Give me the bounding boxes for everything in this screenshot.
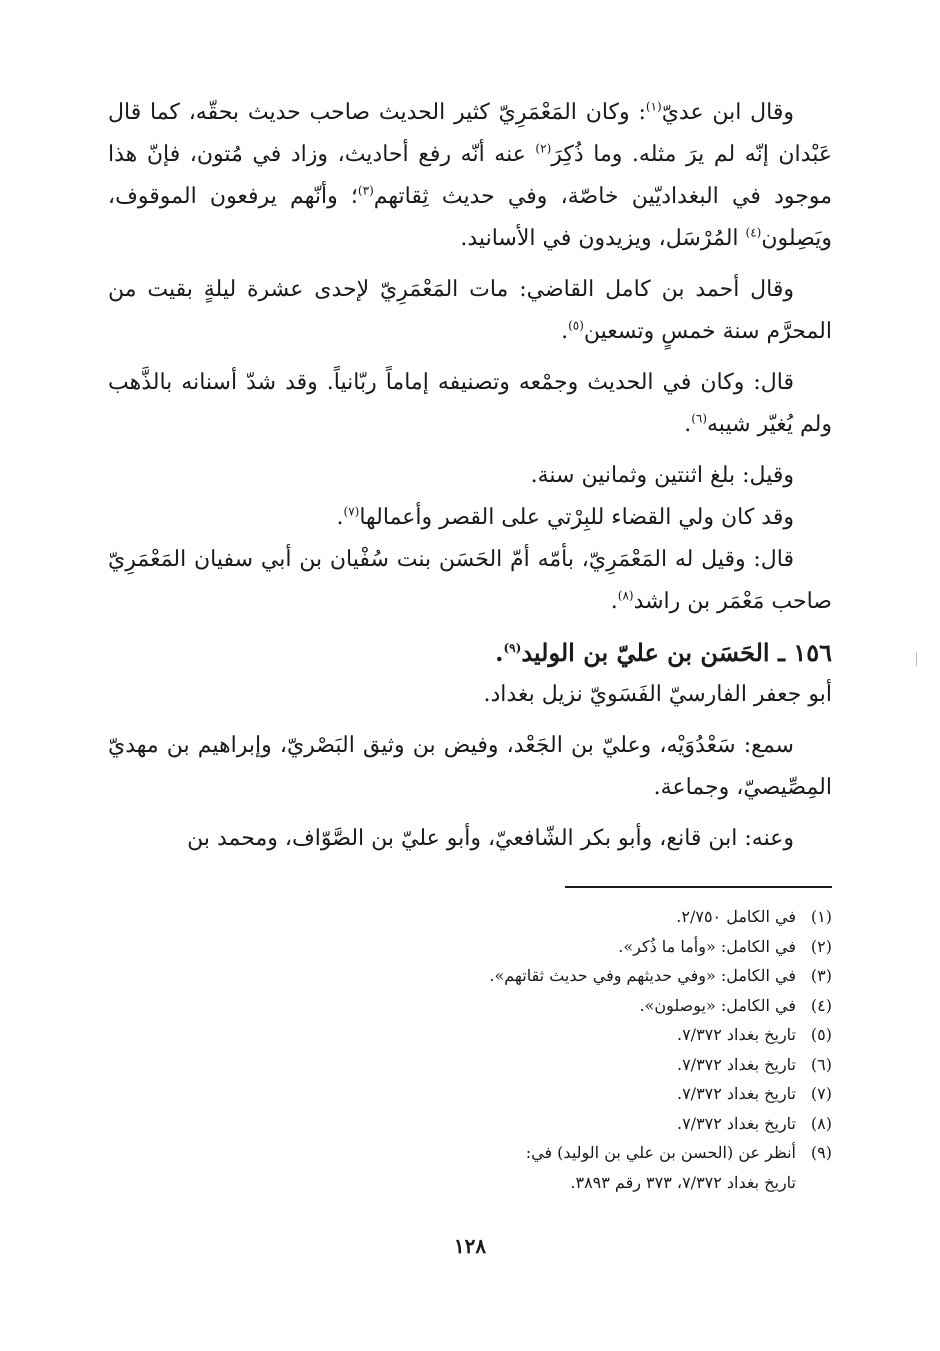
footnotes-section	[108, 902, 832, 1197]
footnote-ref-5[interactable]: (٥)	[568, 318, 584, 333]
text-run: وقال ابن عديّ	[661, 100, 794, 125]
text-run: .	[610, 589, 618, 614]
text-run: .	[336, 505, 344, 530]
footnote-number: (١)	[810, 907, 832, 926]
footnote-4	[108, 991, 832, 1021]
footnote-ref-9[interactable]: (٩)	[503, 641, 522, 655]
footnote-number: (٦)	[810, 1054, 832, 1074]
footnote-ref-4[interactable]: (٤)	[745, 225, 762, 240]
footnote-number: (٥)	[810, 1025, 832, 1044]
page-number: ١٢٨	[453, 1234, 487, 1258]
text-run: ؛ وأنّهم يرفعون الموقوف، ويَصِلون	[108, 184, 832, 251]
footnote-8	[108, 1109, 832, 1139]
footnote-divider	[565, 886, 832, 888]
text-run: وقيل: بلغ اثنتين وثمانين سنة.	[530, 463, 794, 488]
text-run: .	[495, 638, 504, 667]
footnote-text: في الكامل: «وأما ما ذُكر».	[618, 936, 796, 956]
text-run: وقد كان ولي القضاء للبِرْتي على القصر وأعمالها	[359, 505, 794, 530]
footnote-number: (٣)	[810, 966, 832, 985]
paragraph-students: وعنه: ابن قانع، وأبو بكر الشّافعيّ، وأبو عليّ بن الصَّوّاف، ومحمد بن	[187, 826, 794, 851]
margin-mark	[916, 652, 917, 666]
text-run: قال: وكان في الحديث وجمْعه وتصنيفه إماماً ربّانياً. وقد شدّ أسنانه بالذَّهب ولم يُغيّر شيبه	[108, 370, 832, 437]
text-run: .	[684, 412, 692, 437]
paragraph-ahmad-ibn-kamil	[108, 269, 832, 353]
entry-heading	[108, 632, 832, 674]
footnote-ref-3[interactable]: (٣)	[357, 183, 374, 198]
paragraph-name-origin	[108, 539, 832, 623]
footnote-text: في الكامل ٢/٧٥٠.	[676, 907, 796, 926]
footnote-text	[108, 1138, 796, 1197]
footnote-number: (٧)	[810, 1084, 832, 1103]
paragraph-teachers: سمع: سَعْدُوَيْه، وعليّ بن الجَعْد، وفيض بن وثيق البَصْريّ، وإبراهيم بن مهديّ المِصِّيصيّ، وجماعة.	[108, 733, 832, 800]
text-run: عنه أنّه رفع أحاديث، وزاد في مُتون، فإنّ هذا موجود في البغداديّين خاصّة، وفي حديث ثِقاتهم	[108, 142, 832, 209]
footnote-9	[108, 1138, 832, 1197]
text-run: .	[561, 319, 569, 344]
footnote-text: تاريخ بغداد ٧/٣٧٢.	[676, 1113, 796, 1133]
footnote-text: تاريخ بغداد ٧/٣٧٢.	[676, 1054, 796, 1074]
footnote-number: (٩)	[810, 1143, 832, 1162]
footnote-1	[108, 902, 832, 932]
footnote-text: تاريخ بغداد ٧/٣٧٢.	[676, 1025, 796, 1044]
footnote-text: في الكامل: «وفي حديثهم وفي حديث ثقاتهم».	[489, 966, 796, 985]
footnote-number: (٨)	[810, 1113, 832, 1133]
footnote-text: في الكامل: «يوصلون».	[639, 995, 796, 1015]
footnote-2	[108, 932, 832, 962]
footnote-number: (٢)	[810, 936, 832, 956]
footnote-ref-6[interactable]: (٦)	[691, 411, 708, 426]
footnote-text-line: أنظر عن (الحسن بن علي بن الوليد) في:	[525, 1143, 796, 1162]
footnote-7	[108, 1079, 832, 1109]
entry-subline: أبو جعفر الفارسيّ الفَسَويّ نزيل بغداد.	[483, 682, 832, 707]
text-run: : وكان المَعْمَرِيّ كثير الحديث صاحب حديث بحقّه، كما قال عَبْدان إنّه لم يرَ مثله. وما ذُكِرَ	[108, 100, 832, 167]
paragraph-qala-imam	[108, 362, 832, 446]
footnote-3	[108, 961, 832, 991]
footnote-ref-2[interactable]: (٢)	[535, 141, 552, 156]
text-run: قال: وقيل له المَعْمَرِيّ، بأمّه أمّ الحَسَن بنت سُفْيان بن أبي سفيان المَعْمَرِيّ صاحب مَعْمَر بن راشد	[108, 547, 832, 614]
paragraph-ibn-adi	[108, 92, 832, 260]
footnote-6	[108, 1050, 832, 1080]
text-run: المُرْسَل، ويزيدون في الأسانيد.	[460, 226, 746, 251]
footnote-text: تاريخ بغداد ٧/٣٧٢.	[676, 1084, 796, 1103]
entry-title: ١٥٦ ـ الحَسَن بن عليّ بن الوليد	[521, 638, 832, 667]
footnote-number: (٤)	[810, 995, 832, 1015]
footnote-text-line: تاريخ بغداد ٧/٣٧٢، ٣٧٣ رقم ٣٨٩٣.	[570, 1172, 796, 1192]
footnote-ref-8[interactable]: (٨)	[617, 588, 634, 603]
text-run: وقال أحمد بن كامل القاضي: مات المَعْمَرِيّ لإحدى عشرة ليلةٍ بقيت من المحرَّم سنة خمسٍ وتسعين	[108, 277, 832, 344]
footnote-ref-7[interactable]: (٧)	[343, 504, 360, 519]
main-text	[108, 92, 832, 869]
footnote-5	[108, 1020, 832, 1050]
paragraph-judgeship	[108, 497, 832, 539]
footnote-ref-1[interactable]: (١)	[645, 99, 662, 114]
paragraph-age	[108, 455, 832, 497]
